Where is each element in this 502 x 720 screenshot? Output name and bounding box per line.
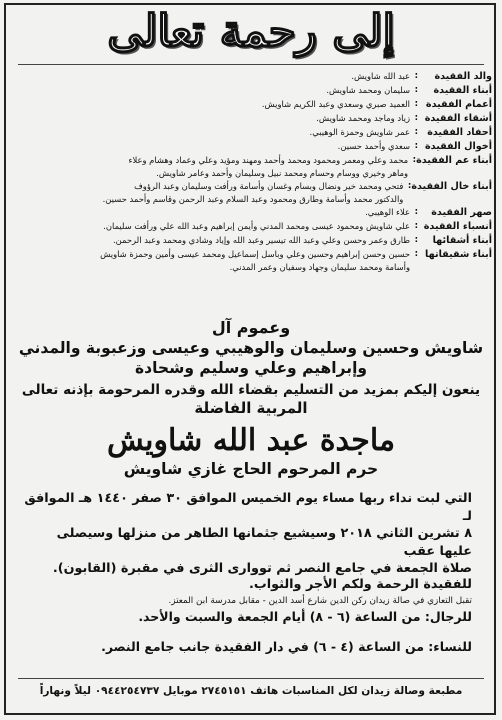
relative-names: عبد الله شاويش. [351,71,410,81]
relative-names: علي شاويش ومحمود عيسى ومحمد المدني وأيمن إبراهيم وعبد الله علي ورأفت سليمان. [103,221,410,231]
condolence-venue: تقبل التعازي في صالة زيدان ركن الدين شارع أسد الدين - مقابل مدرسة ابن المعتز. [168,596,472,606]
families-line-2: وإبراهيم وعلي وسليم وشحادة [134,359,368,377]
families-intro: وعموم آل [211,318,291,337]
relative-row: أبناء الفقيدة : سليمان ومحمد شاويش. [10,84,492,97]
relative-label: أشقاء الفقيدة [424,113,492,124]
relative-label: أحفاد الفقيدة [427,127,492,138]
relative-row: أبناء شقيقاتها : حسين وحسن إبراهيم وحسين وعلي وباسل إسماعيل ومحمد عيسى وأمين وحمزة شاويش وأسامة ومحمد سليمان وجهاد وسفيان وعمر المدني. [10,248,492,273]
relative-row: صهر الفقيدة : علاء الوهيبي. [10,206,492,219]
relative-names: حسين وحسن إبراهيم وحسين وعلي وباسل إسماعيل ومحمد عيسى وأمين وحمزة شاويش وأسامة ومحمد سليمان وجهاد وسفيان وعمر المدني. [100,249,410,272]
page-title [0,4,502,60]
deceased-title: المربية الفاضلة [194,399,308,417]
deceased-spouse: حرم المرحوم الحاج غازي شاويش [123,460,379,478]
condolence-closing: للفقيدة الرحمة ولكم الأجر والثواب. [249,577,472,592]
funeral-details: التي لبت نداء ربها مساء يوم الخميس الموافق ٣٠ صفر ١٤٤٠ هـ الموافق لـ ٨ تشرين الثاني ٢٠١٨ وسيشيع جثمانها الطاهر من منزلها وسيصلى عليها عقب صلاة الجمعة في جامع النصر ثم تووارى الثرى في مقبرة (القابون). [24,491,472,576]
printer-footer: مطبعة وصالة زيدان لكل المناسبات هاتف ٢٧٤٥١٥١ موبايل ٠٩٤٤٢٥٤٧٣٧ ليلاً ونهاراً [39,685,463,697]
relative-names: العميد صبري وسعدي وعبد الكريم شاويش. [261,99,410,109]
women-condolence-hours: للنساء: من الساعة (٤ - ٦) في دار الفقيدة جانب جامع النصر. [101,639,472,654]
relative-label: أبناء شقيقاتها [425,249,492,260]
relative-row: أبناء خال الفقيدة : فتحي ومحمد خير ونضال وبسام وغسان وأسامة ورأفت وسليمان وعبد الرؤوف والدكتور محمد وأسامة وطارق ومحمود وعبد السلام وعبد الرحمن وقاسم وأحمد حسين. [10,180,492,205]
relative-label: أبناء الفقيدة [433,85,492,96]
relative-names: زياد وماجد ومحمد شاويش. [316,113,410,123]
relative-label: أنسباء الفقيدة [423,221,492,232]
relative-names: علاء الوهيبي. [365,207,410,217]
relative-row: أخوال الفقيدة : سعدي وأحمد حسين. [10,140,492,153]
relative-row: أنسباء الفقيدة : علي شاويش ومحمود عيسى ومحمد المدني وأيمن إبراهيم وعبد الله علي ورأفت سليمان. [10,220,492,233]
relative-label: أبناء عم الفقيدة [416,155,492,166]
announcement-line: ينعون إليكم بمزيد من التسليم بقضاء الله وقدره المرحومة بإذنه تعالى [21,382,481,398]
footer-divider [18,678,484,679]
relative-row: أحفاد الفقيدة : عمر شاويش وحمزة الوهيبي. [10,126,492,139]
relative-names: طارق وعمر وحسن وعلي وعبد الله تيسير وعبد الله وإياد وشادي ومحمد وعبد الرحمن. [112,235,410,245]
relative-names: سليمان ومحمد شاويش. [326,85,410,95]
title-divider [18,64,484,65]
relative-label: أخوال الفقيدة [425,141,492,152]
relative-names: سعدي وأحمد حسين. [337,141,410,151]
relative-label: أبناء أشقائها [432,235,492,246]
relative-names: عمر شاويش وحمزة الوهيبي. [309,127,410,137]
families-line-1: شاويش وحسين وسليمان والوهيبي وعيسى وزعبوبة والمدني [18,339,484,357]
relative-label: أعمام الفقيدة [425,99,492,110]
relative-row: أعمام الفقيدة : العميد صبري وسعدي وعبد الكريم شاويش. [10,98,492,111]
relative-label: والد الفقيدة [434,71,492,82]
title-text: إلى رحمة تعالى [107,6,395,57]
relative-row: أشقاء الفقيدة : زياد وماجد ومحمد شاويش. [10,112,492,125]
relative-names: محمد وعلي ومعمر ومحمود ومحمد وأحمد ومهند ومؤيد وعلي وعماد وهشام وعلاء وماهر وخيري ووسام وحسام ومحمد نبيل وسليمان وأحمد وعامر شاويش. [128,155,409,178]
relative-row: أبناء عم الفقيدة : محمد وعلي ومعمر ومحمود ومحمد وأحمد ومهند ومؤيد وعلي وعماد وهشام وعلاء وماهر وخيري ووسام وحسام ومحمد نبيل وسليمان وأحمد وعامر شاويش. [10,154,492,179]
deceased-name: ماجدة عبد الله شاويش [106,423,396,458]
relative-row: والد الفقيدة : عبد الله شاويش. [10,70,492,83]
men-condolence-hours: للرجال: من الساعة (٦ - ٨) أيام الجمعة والسبت والأحد. [138,609,472,624]
families-names [10,338,492,378]
relatives-list [10,70,492,274]
relative-row: أبناء أشقائها : طارق وعمر وحسن وعلي وعبد الله تيسير وعبد الله وإياد وشادي ومحمد وعبد الرحمن. [10,234,492,247]
relative-label: أبناء خال الفقيدة [411,181,492,192]
relative-names: فتحي ومحمد خير ونضال وبسام وغسان وأسامة ورأفت وسليمان وعبد الرؤوف والدكتور محمد وأسامة وطارق ومحمود وعبد السلام وعبد الرحمن وقاسم وأحمد حسين. [102,181,404,204]
relative-label: صهر الفقيدة [431,207,492,218]
